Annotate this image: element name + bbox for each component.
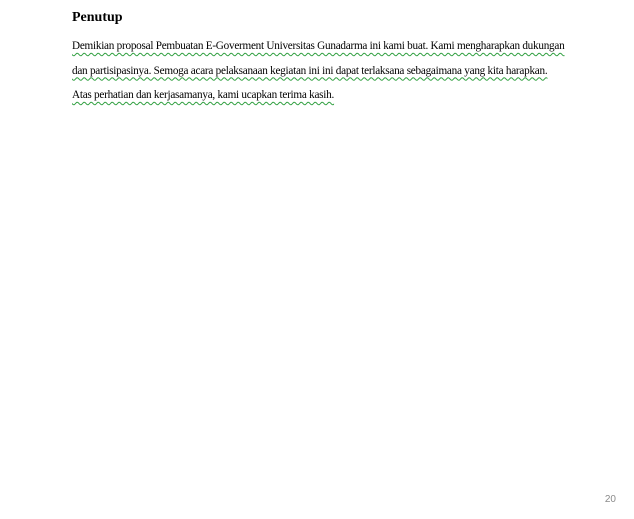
page-number: 20 <box>604 494 616 505</box>
closing-paragraph <box>72 37 620 111</box>
section-heading: Penutup <box>72 10 123 25</box>
paragraph-line: Atas perhatian dan kerjasamanya, kami ucapkan terima kasih. <box>72 89 335 101</box>
paragraph-line: Demikian proposal Pembuatan E-Goverment Universitas Gunadarma ini kami buat. Kami mengharapkan dukungan <box>72 40 565 52</box>
paragraph-line: dan partisipasinya. Semoga acara pelaksanaan kegiatan ini ini dapat terlaksana sebagaimana yang kita harapkan. <box>72 64 548 77</box>
